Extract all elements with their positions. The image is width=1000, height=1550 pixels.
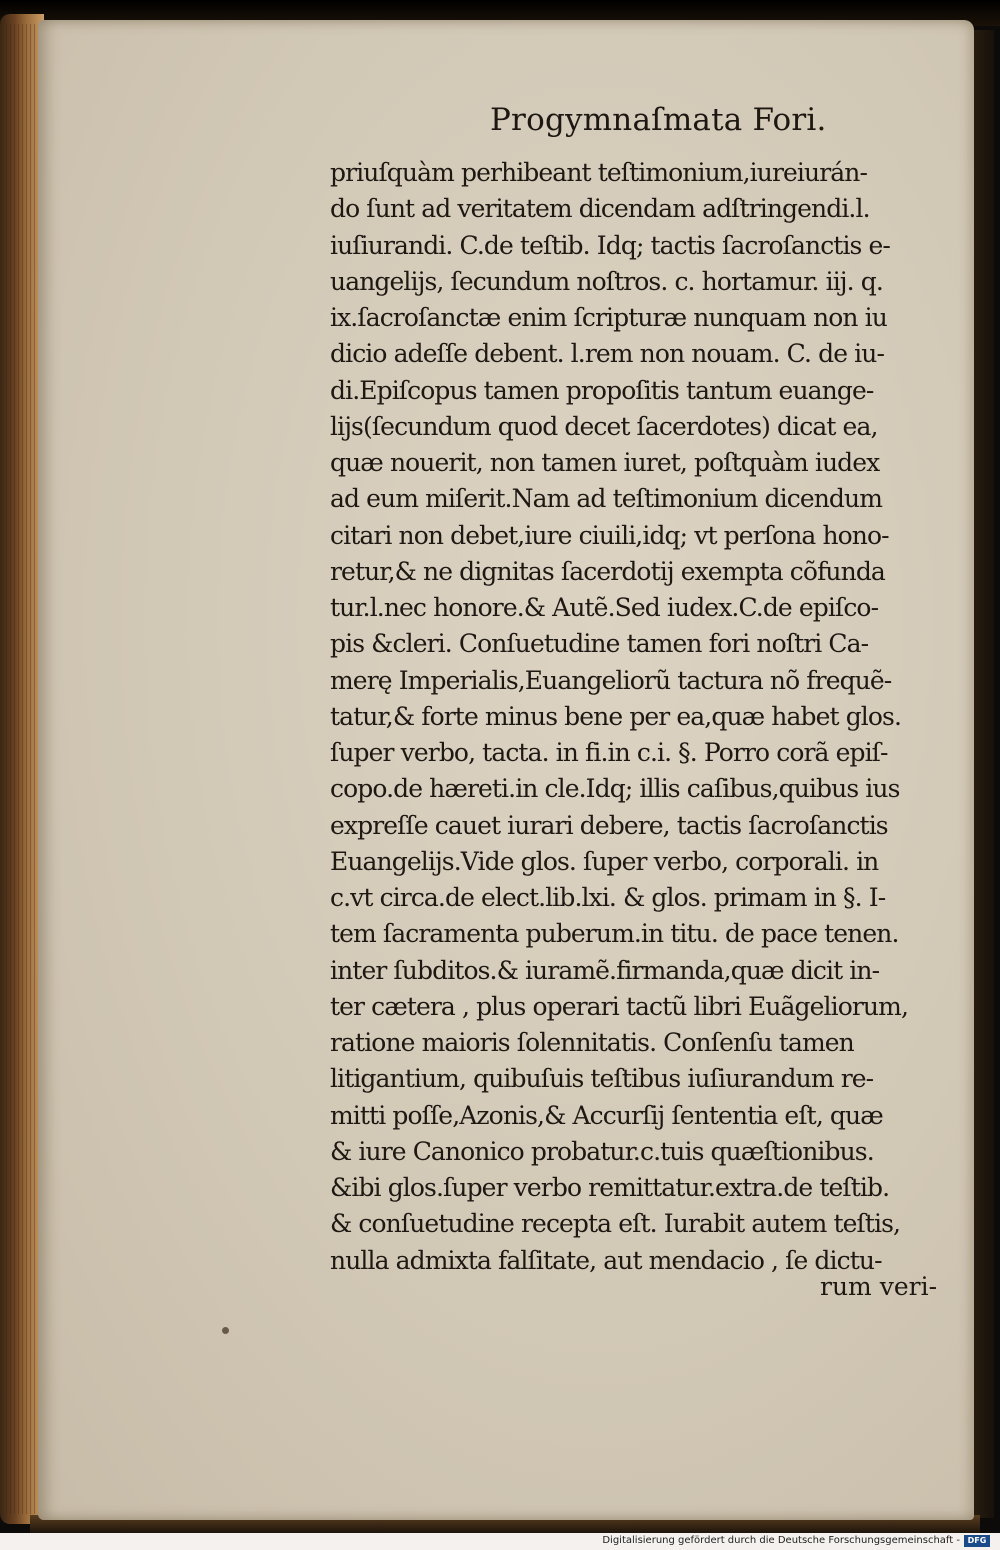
text-line: lijs(ſecundum quod decet ſacerdotes) dicat ea, bbox=[330, 411, 878, 441]
text-line: copo.de hæreti.in cle.Idq; illis caſibus,quibus ius bbox=[330, 774, 900, 804]
text-line: retur,& ne dignitas ſacerdotij exempta cõfunda bbox=[330, 556, 885, 586]
text-line: & iure Canonico probatur.c.tuis quæſtionibus. bbox=[330, 1136, 874, 1166]
text-line: dicio adeſſe debent. l.rem non nouam. C. de iu- bbox=[330, 339, 885, 369]
running-header: Progymnaſmata Fori. bbox=[490, 102, 827, 138]
text-line: mitti poſſe,Azonis,& Accurſij ſententia eſt, quæ bbox=[330, 1100, 883, 1130]
body-text bbox=[330, 155, 955, 1279]
text-line: ratione maioris ſolennitatis. Conſenſu tamen bbox=[330, 1028, 854, 1057]
ink-spot bbox=[222, 1327, 229, 1334]
text-line: & conſuetudine recepta eſt. Iurabit autem teſtis, bbox=[330, 1209, 901, 1239]
spine-texture bbox=[6, 24, 36, 1514]
text-line: &ibi glos.ſuper verbo remittatur.extra.de teſtib. bbox=[330, 1173, 890, 1202]
text-line: citari non debet,iure ciuili,idq; vt perſona hono- bbox=[330, 520, 889, 550]
text-line: iuſiurandi. C.de teſtib. Idq; tactis ſacroſanctis e- bbox=[330, 230, 890, 260]
text-line: ad eum miſerit.Nam ad teſtimonium dicendum bbox=[330, 484, 883, 514]
text-line: pis &cleri. Conſuetudine tamen fori noſtri Ca- bbox=[330, 629, 869, 659]
text-line: di.Epiſcopus tamen propoſitis tantum euange- bbox=[330, 375, 874, 405]
catchword: rum veri- bbox=[820, 1272, 938, 1301]
text-line: uangelijs, ſecundum noſtros. c. hortamur. iij. q. bbox=[330, 266, 883, 296]
text-line: ſuper verbo, tacta. in fi.in c.i. §. Porro corã epiſ- bbox=[330, 738, 888, 767]
text-line: expreſſe cauet iurari debere, tactis ſacroſanctis bbox=[330, 810, 888, 840]
text-line: priuſquàm perhibeant teſtimonium,iureiurán- bbox=[330, 158, 867, 187]
text-line: nulla admixta falſitate, aut mendacio , ſe dictu- bbox=[330, 1245, 882, 1275]
funding-credit: Digitalisierung gefördert durch die Deutsche Forschungsgemeinschaft - bbox=[602, 1535, 960, 1546]
text-line: ter cætera , plus operari tactũ libri Euãgeliorum, bbox=[330, 991, 908, 1021]
text-line: tem ſacramenta puberum.in titu. de pace tenen. bbox=[330, 919, 899, 949]
text-line: quæ nouerit, non tamen iuret, poſtquàm iudex bbox=[330, 448, 880, 477]
text-line: ix.ſacroſanctæ enim ſcripturæ nunquam non iu bbox=[330, 303, 887, 332]
text-line: do ſunt ad veritatem dicendam adſtringendi.l. bbox=[330, 194, 870, 224]
text-line: merę Imperialis,Euangeliorũ tactura nõ frequẽ- bbox=[330, 665, 892, 695]
dfg-logo-icon: DFG bbox=[964, 1535, 990, 1547]
text-line: inter ſubditos.& iuramẽ.firmanda,quæ dicit in- bbox=[330, 955, 880, 985]
text-line: tur.l.nec honore.& Autẽ.Sed iudex.C.de epiſco- bbox=[330, 593, 879, 622]
text-line: Euangelijs.Vide glos. ſuper verbo, corporali. in bbox=[330, 846, 879, 876]
text-line: tatur,& forte minus bene per ea,quæ habet glos. bbox=[330, 701, 902, 731]
text-line: c.vt circa.de elect.lib.lxi. & glos. primam in §. I- bbox=[330, 883, 886, 912]
text-line: litigantium, quibuſuis teſtibus iuſiurandum re- bbox=[330, 1064, 874, 1094]
